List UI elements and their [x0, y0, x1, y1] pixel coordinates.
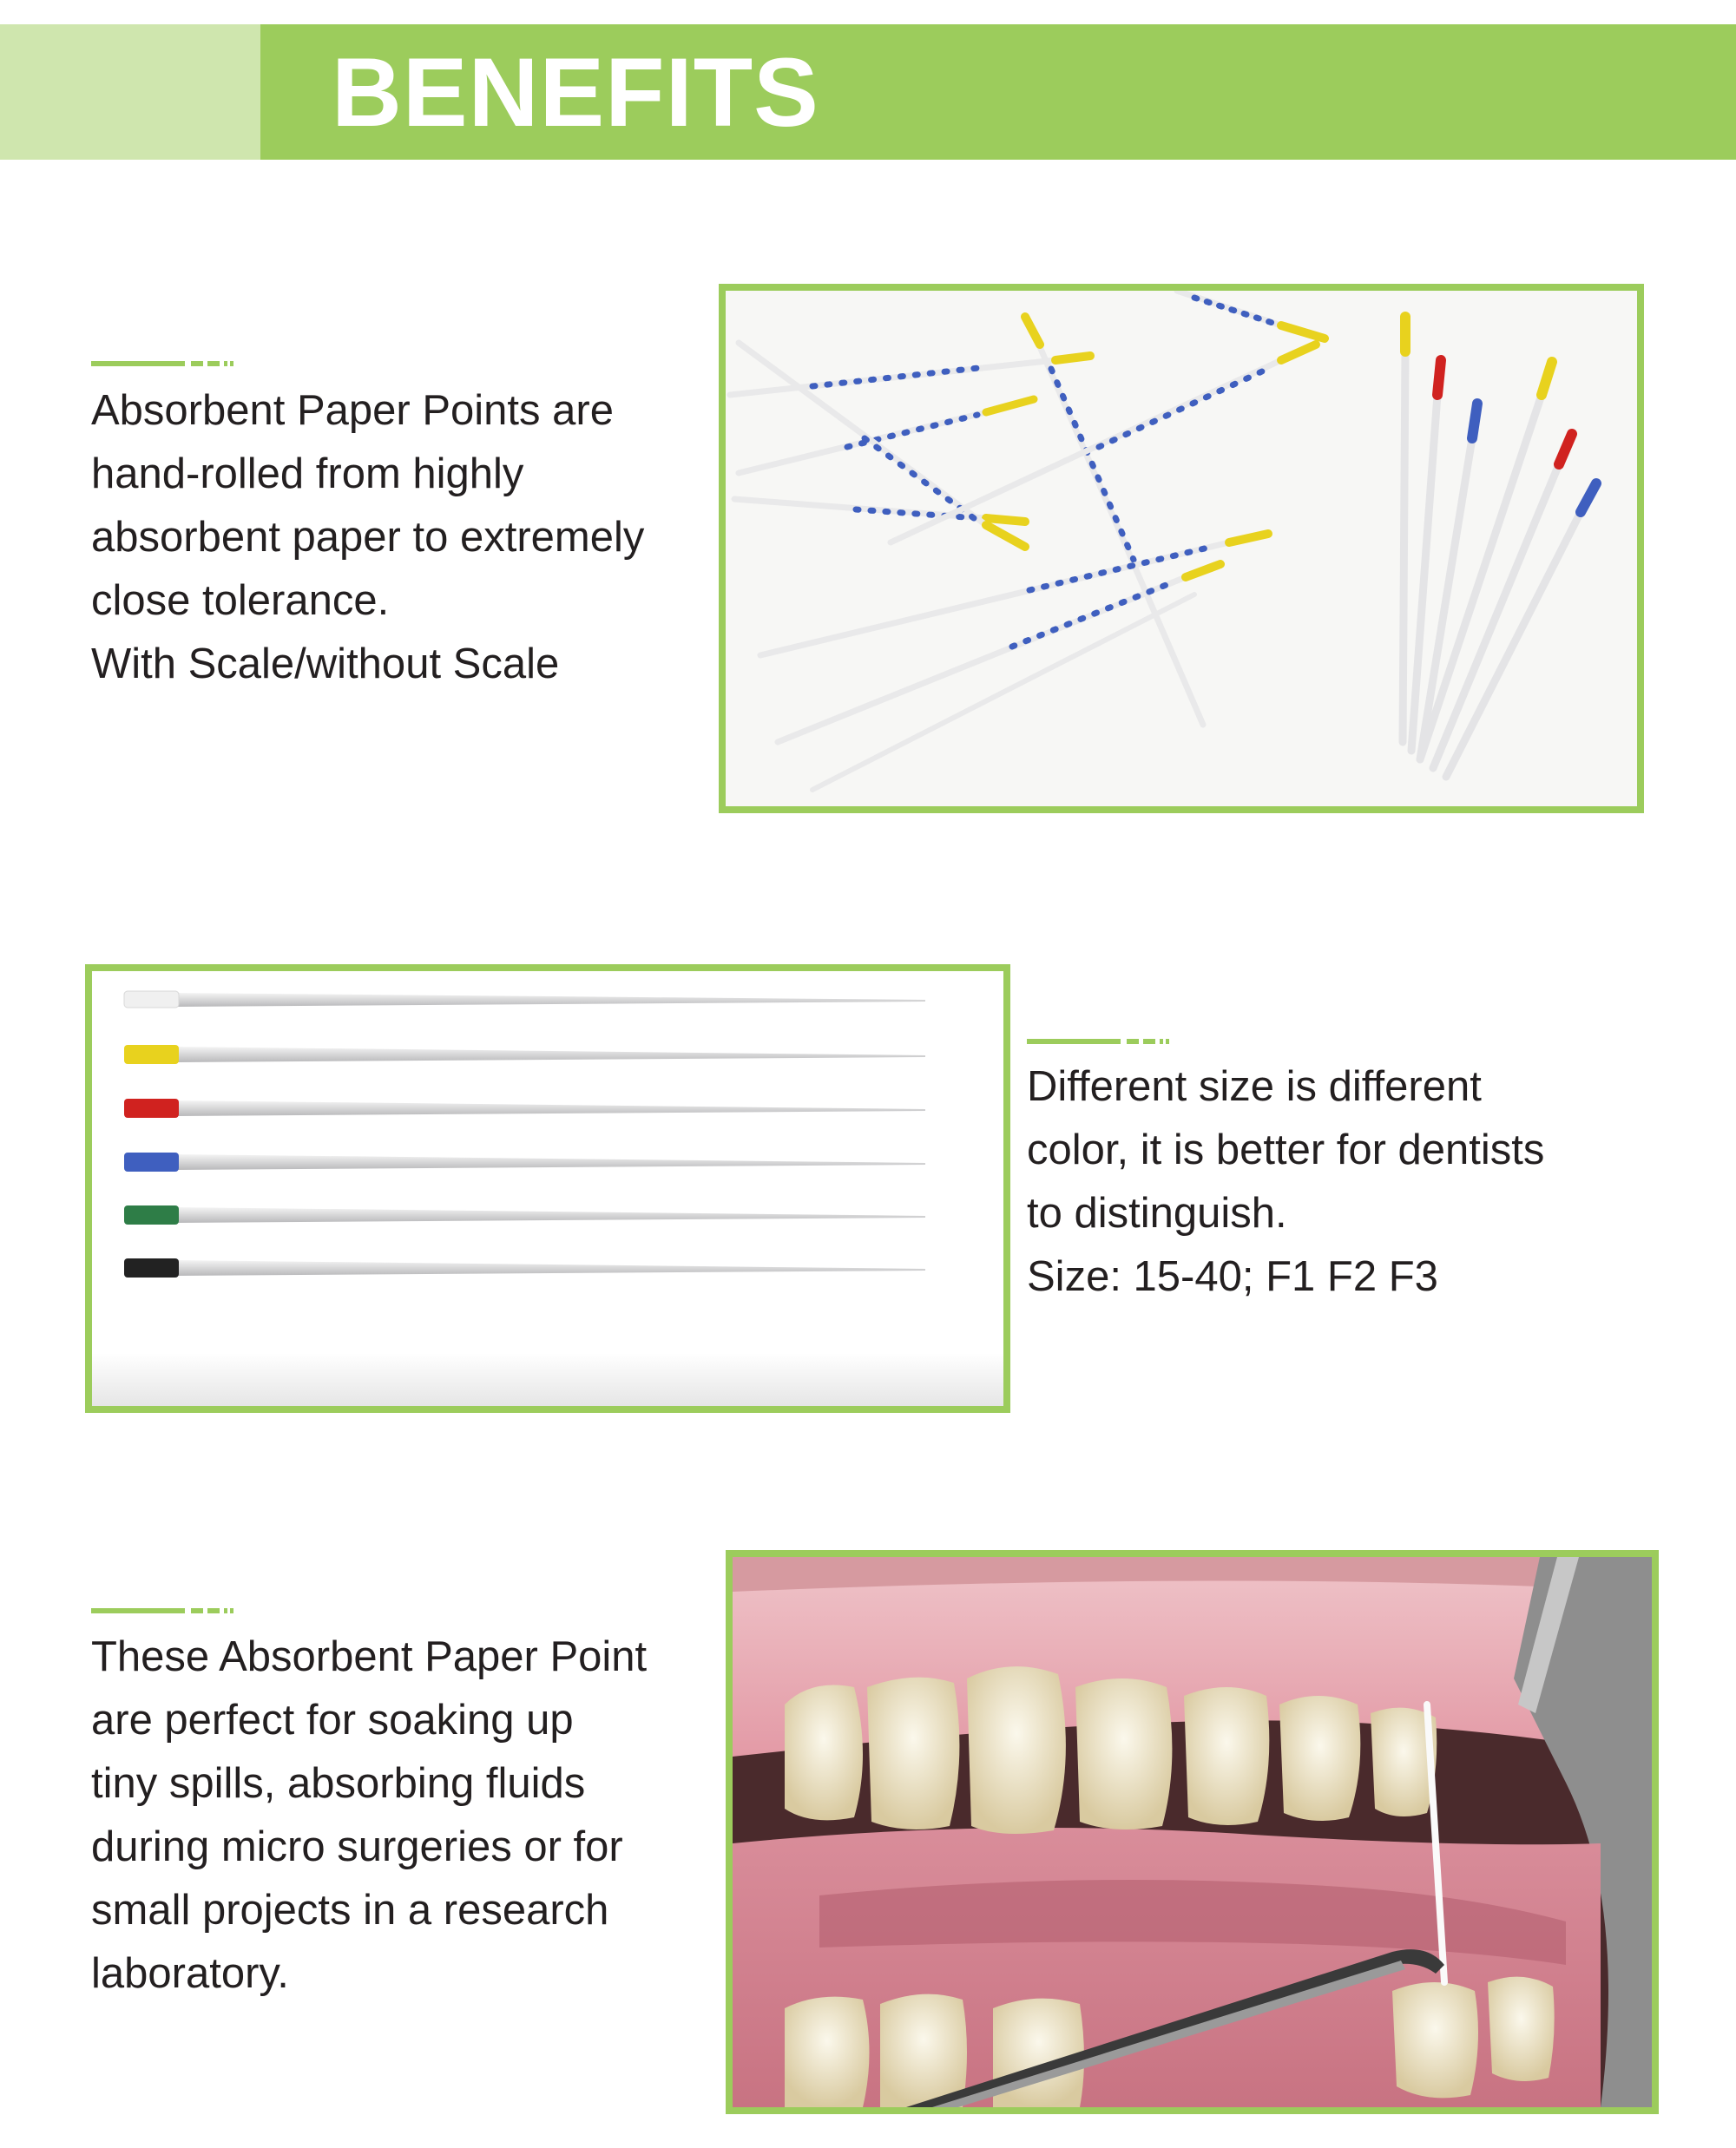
banner-accent-block	[0, 24, 260, 160]
section-divider-3	[91, 1608, 233, 1615]
text-line: These Absorbent Paper Point	[91, 1633, 648, 1680]
text-line: Size: 15-40; F1 F2 F3	[1027, 1253, 1438, 1300]
page-title: BENEFITS	[332, 38, 819, 147]
text-line: With Scale/without Scale	[91, 640, 560, 687]
color-coded-points-image	[85, 964, 1010, 1413]
text-line: tiny spills, absorbing fluids	[91, 1760, 586, 1807]
section-divider-2	[1027, 1039, 1169, 1046]
dental-photo-illustration	[733, 1557, 1652, 2107]
dental-photo	[726, 1550, 1659, 2114]
text-line: to distinguish.	[1027, 1190, 1287, 1237]
text-line: hand-rolled from highly	[91, 450, 524, 497]
text-line: small projects in a research	[91, 1887, 609, 1934]
text-line: close tolerance.	[91, 577, 390, 624]
paper-points-illustration	[726, 291, 1637, 806]
section-divider-1	[91, 361, 233, 368]
paragraph-uses	[91, 1626, 647, 2006]
text-line: Different size is different	[1027, 1063, 1482, 1110]
text-line: Absorbent Paper Points are	[91, 387, 614, 434]
color-coded-points-illustration	[92, 971, 1003, 1406]
text-line: absorbent paper to extremely	[91, 514, 645, 561]
paragraph-size-colors	[1027, 1055, 1544, 1309]
text-line: during micro surgeries or for	[91, 1823, 623, 1870]
text-line: are perfect for soaking up	[91, 1697, 574, 1744]
text-line: laboratory.	[91, 1950, 289, 1997]
paragraph-paper-points	[91, 379, 644, 696]
text-line: color, it is better for dentists	[1027, 1127, 1545, 1173]
paper-points-image	[719, 284, 1644, 813]
header-banner	[260, 24, 1736, 160]
